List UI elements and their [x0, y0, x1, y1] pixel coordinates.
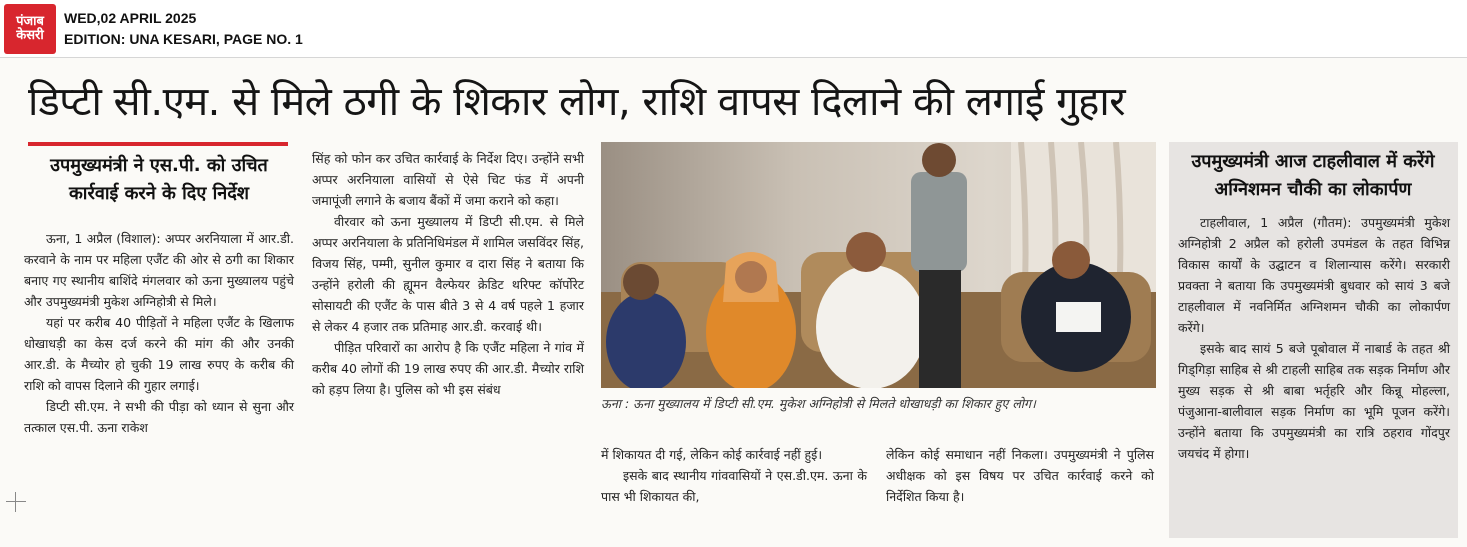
meeting-photo-illustration	[601, 142, 1156, 388]
article-column-3	[601, 444, 867, 507]
logo-line-2: केसरी	[16, 28, 44, 43]
edition-meta	[64, 8, 303, 50]
article-column-1	[24, 228, 294, 438]
photo-caption: ऊना : ऊना मुख्यालय में डिप्टी सी.एम. मुकेश अग्निहोत्री से मिलते धोखाधड़ी का शिकार हुए लोग।	[601, 396, 1036, 411]
paragraph: में शिकायत दी गई, लेकिन कोई कार्रवाई नहीं हुई।	[601, 447, 823, 462]
issue-date: WED,02 APRIL 2025	[64, 10, 197, 26]
masthead-bar	[0, 0, 1467, 58]
article-column-4	[886, 444, 1154, 507]
news-photo	[601, 142, 1156, 388]
crosshair-icon	[6, 492, 26, 512]
paragraph: लेकिन कोई समाधान नहीं निकला। उपमुख्यमंत्री ने पुलिस अधीक्षक को इस विषय पर उचित कार्रवाई करने को निर्देशित किया है।	[886, 447, 1154, 504]
subhead-rule	[28, 142, 288, 146]
paragraph: टाहलीवाल, 1 अप्रैल (गौतम): उपमुख्यमंत्री मुकेश अग्निहोत्री 2 अप्रैल को हरोली उपमंडल के तहत विभिन्न विकास कार्यों के उद्घाटन व शिलान्यास करेंगे। सरकारी प्रवक्ता ने बताया कि उपमुख्यमंत्री बुधवार को सायं 3 बजे टाहलीवाल में नवनिर्मित अग्निशमन चौकी का लोकार्पण करेंगे।	[1178, 215, 1450, 335]
paragraph: इसके बाद सायं 5 बजे पूबोवाल में नाबार्ड के तहत श्री गिड्गिड़ा साहिब से श्री टाहली साहिब तक सड़क निर्माण और मुख्य सड़क से श्री बाबा भर्तृहरि और किन्नू मोहल्ला, पंजुआना-बालीवाल सड़क निर्माण का भूमि पूजन करेंगे। उन्होंने बताया कि उपमुख्यमंत्री का रात्रि ठहराव गोंदपुर जयचंद में होगा।	[1178, 341, 1450, 461]
punjab-kesari-logo	[4, 4, 56, 54]
paragraph: यहां पर करीब 40 पीड़ितों ने महिला एजैंट के खिलाफ धोखाधड़ी का केस दर्ज करने की मांग की और उनकी आर.डी. के मैच्योर हो चुकी 19 लाख रुपए के करीब की राशि को वापस दिलाने की गुहार लगाई।	[24, 315, 294, 393]
sidebar-headline: उपमुख्यमंत्री आज टाहलीवाल में करेंगे अग्निशमन चौकी का लोकार्पण	[1191, 151, 1435, 200]
paragraph: वीरवार को ऊना मुख्यालय में डिप्टी सी.एम. से मिले अप्पर अरनियाला के प्रतिनिधिमंडल में शामिल जसविंदर सिंह, विजय सिंह, पम्मी, सुनील कुमार व दारा सिंह ने बताया कि उन्होंने हरोली की ह्यूमन वैल्फेयर क्रेडिट थरिफ्ट कॉर्पोरेट सोसायटी की एजैंट के पास बीते 3 से 4 वर्ष पहले 1 हजार से लेकर 4 हजार तक प्रतिमाह आर.डी. करवाई थी।	[312, 214, 584, 334]
logo-line-1: पंजाब	[16, 14, 44, 30]
paragraph: पीड़ित परिवारों का आरोप है कि एजैंट महिला ने गांव में करीब 40 लोगों की 19 लाख रुपए की आर.डी. मैच्योर राशि को हड़प लिया है। पुलिस को भी इस संबंध	[312, 340, 584, 397]
article-subhead: उपमुख्यमंत्री ने एस.पी. को उचित कार्रवाई करने के दिए निर्देश	[50, 155, 268, 204]
paragraph: इसके बाद स्थानीय गांववासियों ने एस.डी.एम. ऊना के पास भी शिकायत की,	[601, 468, 867, 504]
paragraph: ऊना, 1 अप्रैल (विशाल): अप्पर अरनियाला में आर.डी. करवाने के नाम पर महिला एजैंट की ओर से ठगी का शिकार बनाए गए स्थानीय बाशिंदे मंगलवार को ऊना मुख्यालय पहुंचे और उपमुख्यमंत्री मुकेश अग्निहोत्री से मिले।	[24, 231, 294, 309]
article-column-2	[312, 148, 584, 400]
sidebar-text	[1178, 212, 1450, 464]
paragraph: सिंह को फोन कर उचित कार्रवाई के निर्देश दिए। उन्होंने सभी अप्पर अरनियाला वासियों से ऐसे चिट फंड में अपनी जमापूंजी लगाने के बजाय बैंकों में जमा कराने को कहा।	[312, 151, 584, 208]
article-headline: डिप्टी सी.एम. से मिले ठगी के शिकार लोग, राशि वापस दिलाने की लगाई गुहार	[28, 79, 1126, 125]
paragraph: डिप्टी सी.एम. ने सभी की पीड़ा को ध्यान से सुना और तत्काल एस.पी. ऊना राकेश	[24, 399, 294, 435]
edition-info: EDITION: UNA KESARI, PAGE NO. 1	[64, 31, 303, 47]
